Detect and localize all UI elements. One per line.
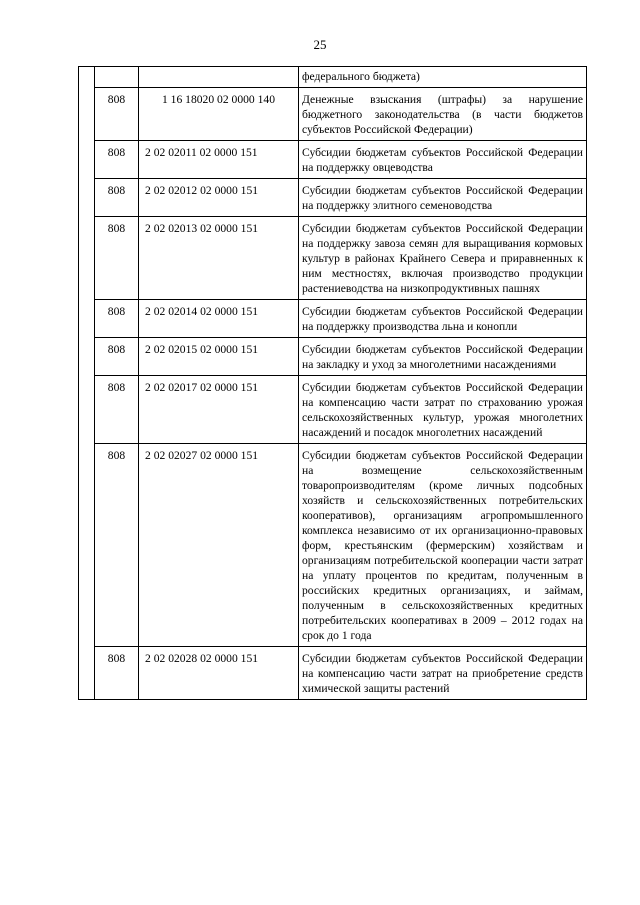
table-row — [79, 300, 587, 338]
description-cell: Субсидии бюджетам субъектов Российской Федерации на поддержку производства льна и конопли — [299, 300, 587, 338]
table-row — [79, 88, 587, 141]
admin-code-cell: 808 — [95, 376, 139, 444]
table-row — [79, 647, 587, 700]
admin-code-cell: 808 — [95, 88, 139, 141]
description-cell: Денежные взыскания (штрафы) за нарушение бюджетного законодательства (в части бюджетов субъектов Российской Федерации) — [299, 88, 587, 141]
description-cell: Субсидии бюджетам субъектов Российской Федерации на компенсацию части затрат по страхованию урожая сельскохозяйственных культур, урожая многолетних насаждений и посадок многолетних насаждений — [299, 376, 587, 444]
admin-code-cell: 808 — [95, 647, 139, 700]
budget-code-cell: 2 02 02027 02 0000 151 — [139, 444, 299, 647]
budget-code-cell: 2 02 02011 02 0000 151 — [139, 141, 299, 179]
budget-classification-table — [78, 66, 587, 700]
admin-code-cell: 808 — [95, 179, 139, 217]
budget-code-cell: 2 02 02017 02 0000 151 — [139, 376, 299, 444]
budget-code-cell: 2 02 02015 02 0000 151 — [139, 338, 299, 376]
table-row — [79, 217, 587, 300]
budget-code-cell — [139, 67, 299, 88]
description-cell: Субсидии бюджетам субъектов Российской Федерации на закладку и уход за многолетними насаждениями — [299, 338, 587, 376]
admin-code-cell: 808 — [95, 141, 139, 179]
admin-code-cell: 808 — [95, 300, 139, 338]
table-row — [79, 376, 587, 444]
table-body — [79, 67, 587, 700]
admin-code-cell: 808 — [95, 217, 139, 300]
budget-code-cell: 2 02 02014 02 0000 151 — [139, 300, 299, 338]
description-cell: Субсидии бюджетам субъектов Российской Федерации на поддержку овцеводства — [299, 141, 587, 179]
table-row — [79, 141, 587, 179]
description-cell: Субсидии бюджетам субъектов Российской Федерации на поддержку завоза семян для выращивания кормовых культур в районах Крайнего Севера и приравненных к ним местностях, включая производство продукции растениеводства на низкопродуктивных пашнях — [299, 217, 587, 300]
table-row — [79, 179, 587, 217]
budget-code-cell: 1 16 18020 02 0000 140 — [139, 88, 299, 141]
table-row — [79, 67, 587, 88]
page-number: 25 — [313, 37, 327, 52]
budget-code-cell: 2 02 02028 02 0000 151 — [139, 647, 299, 700]
admin-code-cell: 808 — [95, 338, 139, 376]
admin-code-cell — [95, 67, 139, 88]
description-cell: Субсидии бюджетам субъектов Российской Федерации на компенсацию части затрат на приобретение средств химической защиты растений — [299, 647, 587, 700]
row-margin-cell — [79, 67, 95, 700]
table-row — [79, 338, 587, 376]
description-cell: Субсидии бюджетам субъектов Российской Федерации на поддержку элитного семеноводства — [299, 179, 587, 217]
budget-code-cell: 2 02 02012 02 0000 151 — [139, 179, 299, 217]
table-row — [79, 444, 587, 647]
admin-code-cell: 808 — [95, 444, 139, 647]
budget-code-cell: 2 02 02013 02 0000 151 — [139, 217, 299, 300]
description-cell: федерального бюджета) — [299, 67, 587, 88]
description-cell: Субсидии бюджетам субъектов Российской Федерации на возмещение сельскохозяйственным товаропроизводителям (кроме личных подсобных хозяйств и сельскохозяйственных потребительских кооперативов), организациям агропромышленного комплекса независимо от их организационно-правовых форм, крестьянским (фермерским) хозяйствам и организациям потребительской кооперации части затрат на уплату процентов по кредитам, полученным в российских кредитных организациях, и займам, полученным в сельскохозяйственных кредитных потребительских кооперативах в 2009 – 2012 годах на срок до 1 года — [299, 444, 587, 647]
